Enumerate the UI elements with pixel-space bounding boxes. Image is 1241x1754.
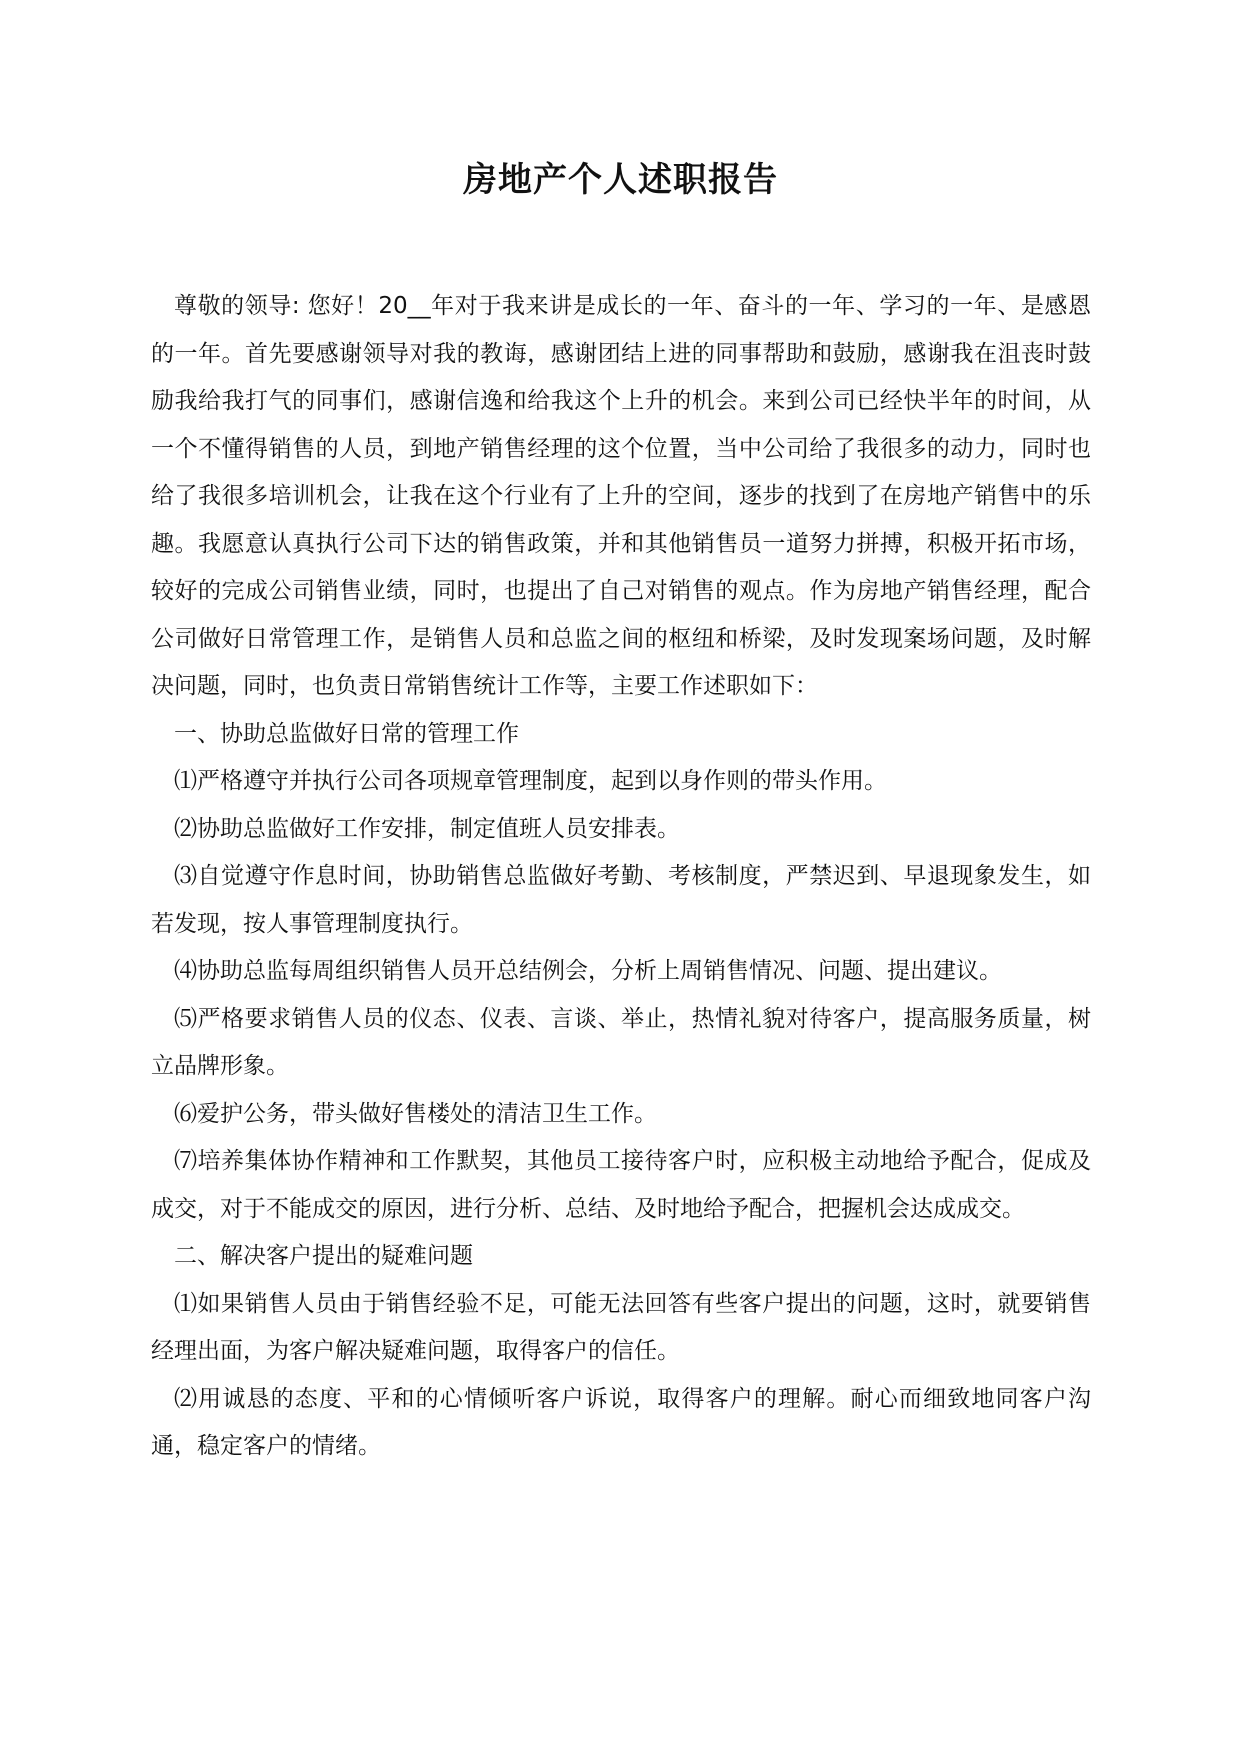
list-item: ⑵协助总监做好工作安排，制定值班人员安排表。 <box>174 815 680 842</box>
list-item: ⑺培养集体协作精神和工作默契，其他员工接待客户时，应积极主动地给予配合，促成及成交，对于不能成交的原因，进行分析、总结、及时地给予配合，把握机会达成成交。 <box>151 1148 1091 1222</box>
list-item: ⑵用诚恳的态度、平和的心情倾听客户诉说，取得客户的理解。耐心而细致地同客户沟通，稳定客户的情绪。 <box>151 1385 1091 1459</box>
list-item: ⑴严格遵守并执行公司各项规章管理制度，起到以身作则的带头作用。 <box>174 768 887 794</box>
document-body <box>151 283 1091 1471</box>
list-item: ⑶自觉遵守作息时间，协助销售总监做好考勤、考核制度，严禁迟到、早退现象发生，如若发现，按人事管理制度执行。 <box>151 863 1091 937</box>
list-item: ⑸严格要求销售人员的仪态、仪表、言谈、举止，热情礼貌对待客户，提高服务质量，树立品牌形象。 <box>151 1005 1091 1079</box>
list-item: ⑹爱护公务，带头做好售楼处的清洁卫生工作。 <box>174 1100 657 1127</box>
list-item: ⑷协助总监每周组织销售人员开总结例会，分析上周销售情况、问题、提出建议。 <box>174 958 1002 984</box>
section-heading-2: 二、解决客户提出的疑难问题 <box>174 1243 473 1269</box>
list-item: ⑴如果销售人员由于销售经验不足，可能无法回答有些客户提出的问题，这时，就要销售经理出面，为客户解决疑难问题，取得客户的信任。 <box>151 1290 1091 1364</box>
paragraph-intro: 尊敬的领导: 您好！20__年对于我来讲是成长的一年、奋斗的一年、学习的一年、是感恩的一年。首先要感谢领导对我的教诲，感谢团结上进的同事帮助和鼓励，感谢我在沮丧时鼓励我给我打气的同事们，感谢信逸和给我这个上升的机会。来到公司已经快半年的时间，从一个不懂得销售的人员，到地产销售经理的这个位置，当中公司给了我很多的动力，同时也给了我很多培训机会，让我在这个行业有了上升的空间，逐步的找到了在房地产销售中的乐趣。我愿意认真执行公司下达的销售政策，并和其他销售员一道努力拼搏，积极开拓市场，较好的完成公司销售业绩，同时，也提出了自己对销售的观点。作为房地产销售经理，配合公司做好日常管理工作，是销售人员和总监之间的枢纽和桥梁，及时发现案场问题，及时解决问题，同时，也负责日常销售统计工作等，主要工作述职如下： <box>151 293 1091 699</box>
section-heading-1: 一、协助总监做好日常的管理工作 <box>174 720 519 747</box>
document-title: 房地产个人述职报告 <box>463 160 778 200</box>
